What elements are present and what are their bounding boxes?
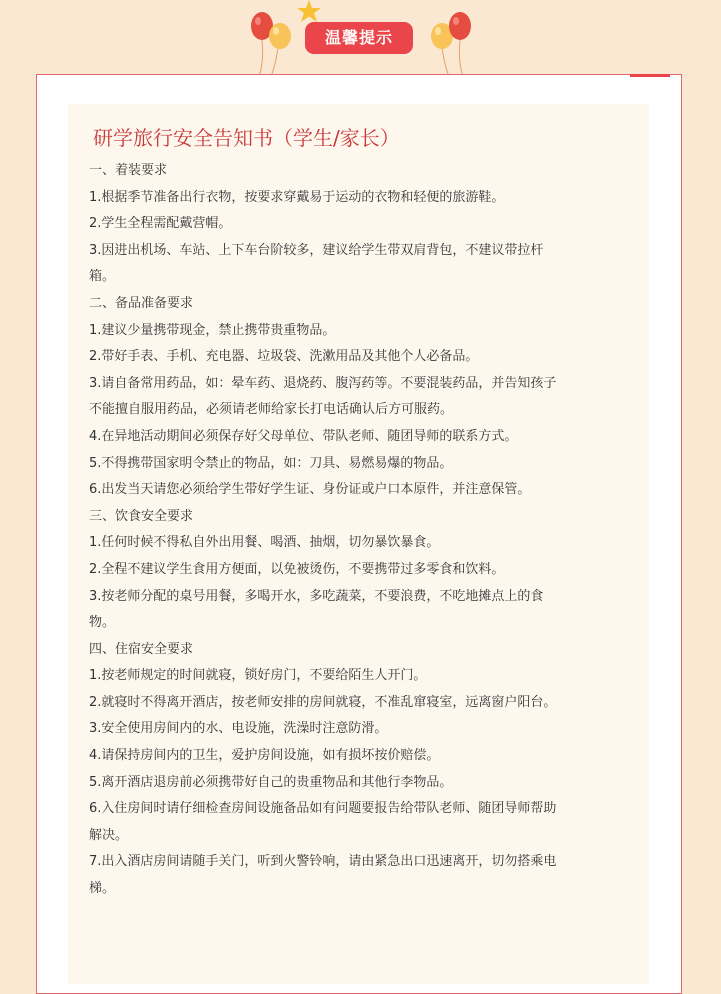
section-heading-supplies: 二、备品准备要求 (89, 295, 194, 311)
text-line: 2.全程不建议学生食用方便面，以免被烫伤，不要携带过多零食和饮料。 (89, 561, 505, 577)
header (0, 0, 721, 76)
text-line: 4.请保持房间内的卫生，爱护房间设施，如有损坏按价赔偿。 (89, 748, 440, 764)
text-line: 5.离开酒店退房前必须携带好自己的贵重物品和其他行李物品。 (89, 774, 453, 790)
text-line: 6.入住房间时请仔细检查房间设施备品如有问题要报告给带队老师、随团导师帮助 (89, 801, 557, 817)
text-line: 箱。 (89, 269, 116, 285)
text-line: 1.建议少量携带现金，禁止携带贵重物品。 (89, 322, 336, 338)
notice-content (89, 158, 637, 903)
text-line: 梯。 (89, 881, 116, 897)
text-line: 6.出发当天请您必须给学生带好学生证、身份证或户口本原件，并注意保管。 (89, 482, 531, 498)
text-line: 解决。 (89, 827, 129, 843)
text-line: 2.学生全程需配戴营帽。 (89, 216, 232, 232)
text-line: 3.安全使用房间内的水、电设施，洗澡时注意防滑。 (89, 721, 388, 737)
document-title: 研学旅行安全告知书（学生/家长） (93, 126, 400, 150)
card-accent (630, 74, 670, 77)
text-line: 3.按老师分配的桌号用餐，多喝开水，多吃蔬菜，不要浪费，不吃地摊点上的食 (89, 588, 544, 604)
text-line: 5.不得携带国家明令禁止的物品，如：刀具、易燃易爆的物品。 (89, 455, 453, 471)
text-line: 不能擅自服用药品，必须请老师给家长打电话确认后方可服药。 (89, 402, 454, 418)
text-line: 1.按老师规定的时间就寝，锁好房门，不要给陌生人开门。 (89, 668, 427, 684)
section-heading-attire: 一、着装要求 (89, 163, 168, 178)
text-line: 7.出入酒店房间请随手关门，听到火警铃响，请由紧急出口迅速离开，切勿搭乘电 (89, 854, 557, 870)
text-line: 3.因进出机场、车站、上下车台阶较多，建议给学生带双肩背包，不建议带拉杆 (89, 242, 544, 258)
text-line: 2.带好手表、手机、充电器、垃圾袋、洗漱用品及其他个人必备品。 (89, 349, 479, 365)
section-heading-food: 三、饮食安全要求 (89, 508, 194, 524)
balloons-left-icon (248, 10, 300, 76)
tips-badge: 温馨提示 (305, 22, 413, 54)
section-heading-lodging: 四、住宿安全要求 (89, 641, 194, 657)
text-line: 4.在异地活动期间必须保存好父母单位、带队老师、随团导师的联系方式。 (89, 428, 518, 444)
balloons-right-icon (422, 10, 474, 76)
text-line: 3.请自备常用药品，如：晕车药、退烧药、腹泻药等。不要混装药品，并告知孩子 (89, 375, 557, 391)
text-line: 物。 (89, 615, 116, 631)
text-line: 1.任何时候不得私自外出用餐、喝酒、抽烟，切勿暴饮暴食。 (89, 535, 440, 551)
text-line: 1.根据季节准备出行衣物，按要求穿戴易于运动的衣物和轻便的旅游鞋。 (89, 189, 505, 205)
text-line: 2.就寝时不得离开酒店，按老师安排的房间就寝，不准乱窜寝室，远离窗户阳台。 (89, 694, 557, 710)
